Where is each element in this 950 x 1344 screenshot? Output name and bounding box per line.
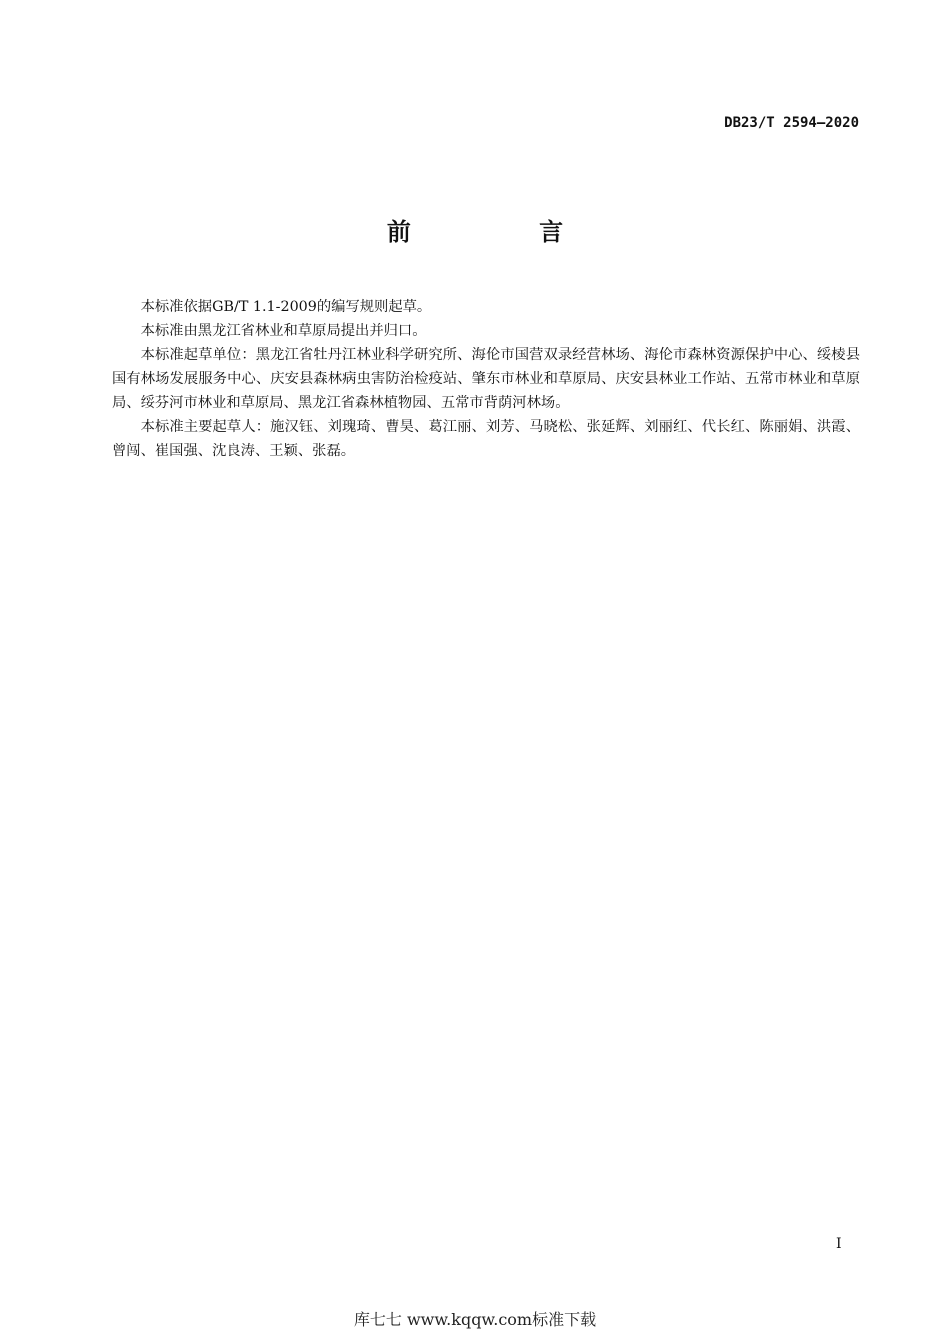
document-code: DB23/T 2594—2020 [724, 115, 859, 131]
paragraph-drafting-rules: 本标准依据GB/T 1.1-2009的编写规则起草。 [140, 299, 432, 315]
body-text [112, 295, 860, 463]
footer-watermark: 库七七 www.kqqw.com标准下载 [353, 1310, 597, 1329]
page-title: 前 言 [386, 218, 624, 246]
paragraph-proposer: 本标准由黑龙江省林业和草原局提出并归口。 [140, 323, 427, 339]
page-number: I [836, 1236, 842, 1252]
paragraph-drafters: 本标准主要起草人：施汉钰、刘瑰琦、曹昊、葛江丽、刘芳、马晓松、张延辉、刘丽红、代长红、陈丽娟、洪霞、曾闯、崔国强、沈良涛、王颖、张磊。 [112, 419, 860, 459]
paragraph-drafting-units: 本标准起草单位：黑龙江省牡丹江林业科学研究所、海伦市国营双录经营林场、海伦市森林资源保护中心、绥棱县国有林场发展服务中心、庆安县森林病虫害防治检疫站、肇东市林业和草原局、庆安县林业工作站、五常市林业和草原局、绥芬河市林业和草原局、黑龙江省森林植物园、五常市背荫河林场。 [112, 347, 860, 411]
